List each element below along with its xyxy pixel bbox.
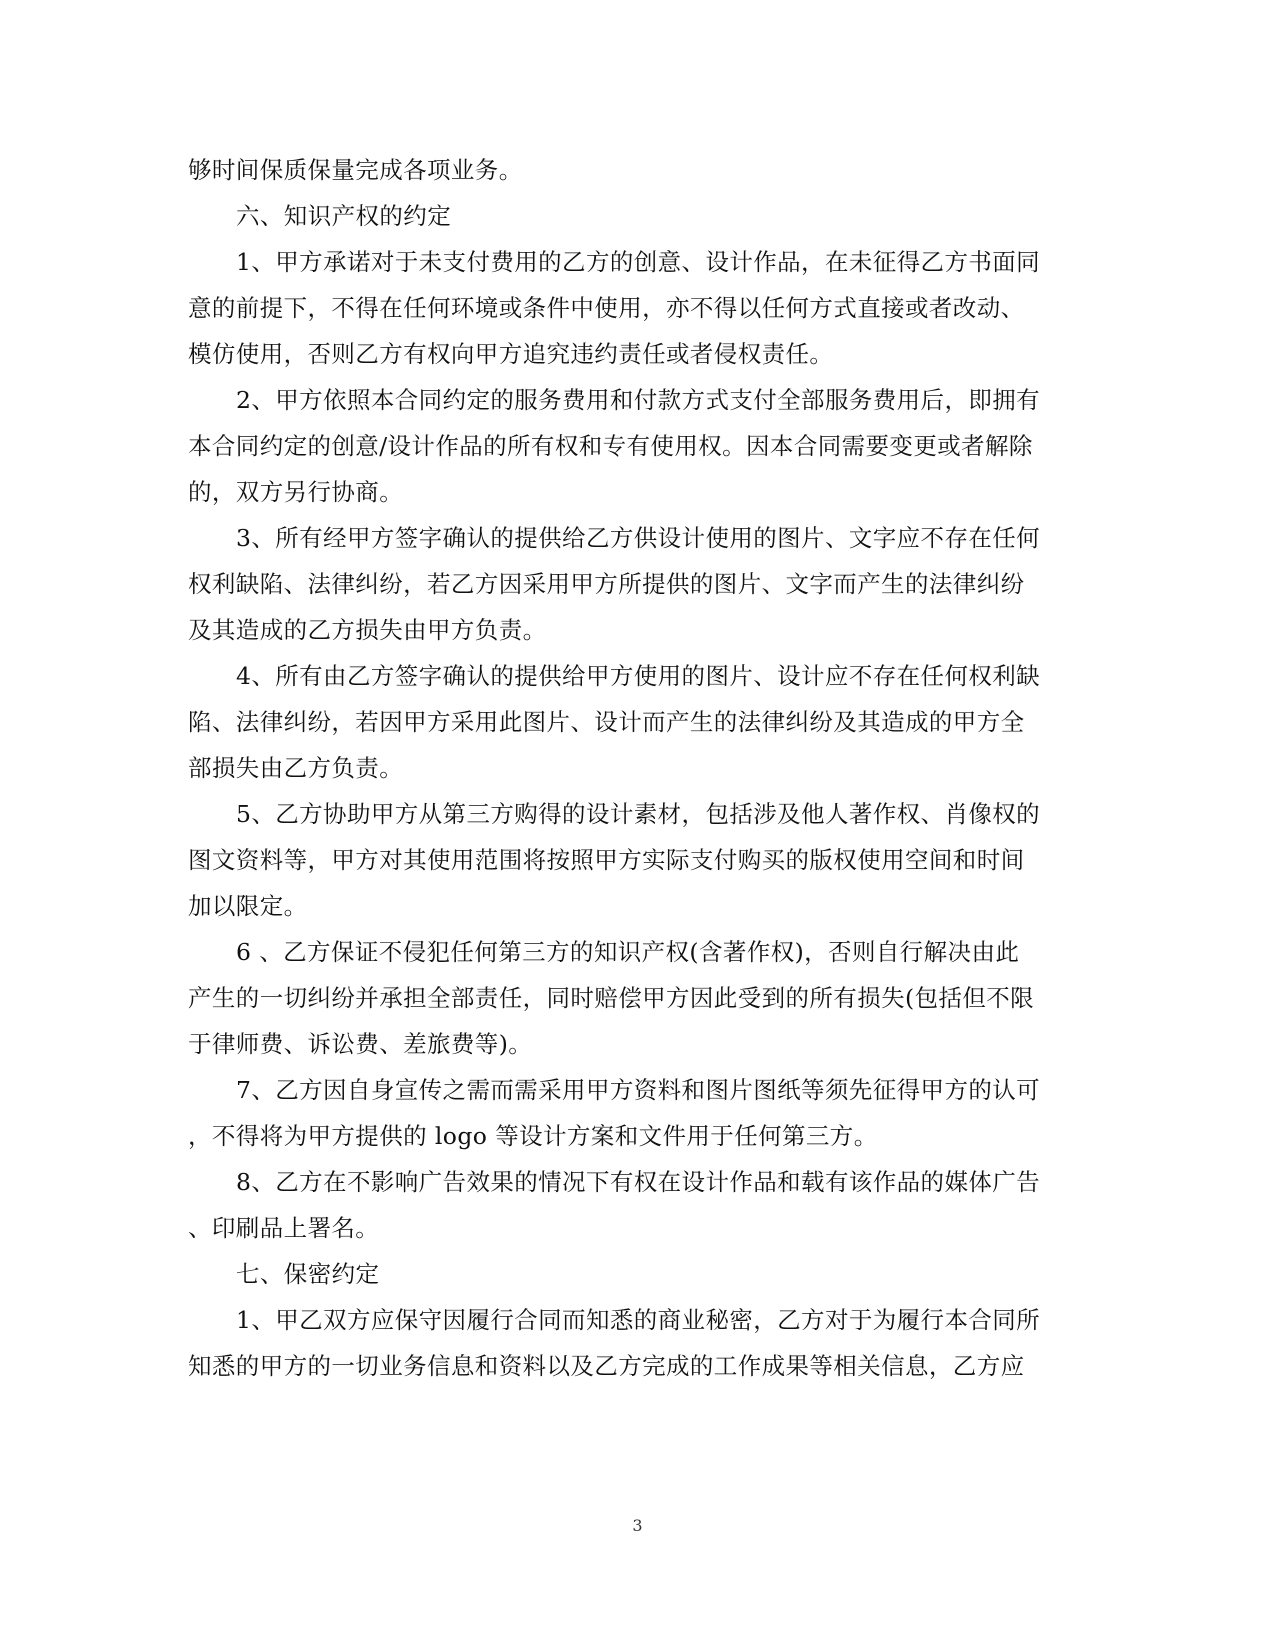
paragraph-line: 图文资料等，甲方对其使用范围将按照甲方实际支付购买的版权使用空间和时间 [188, 846, 1025, 874]
paragraph-line: 陷、法律纠纷，若因甲方采用此图片、设计而产生的法律纠纷及其造成的甲方全 [188, 708, 1025, 736]
paragraph-line: 1、甲方承诺对于未支付费用的乙方的创意、设计作品，在未征得乙方书面同 [236, 248, 1041, 276]
paragraph-line: 够时间保质保量完成各项业务。 [188, 156, 523, 184]
paragraph-line: 模仿使用，否则乙方有权向甲方追究违约责任或者侵权责任。 [188, 340, 834, 368]
paragraph-line: 6 、乙方保证不侵犯任何第三方的知识产权(含著作权)，否则自行解决由此 [236, 938, 1020, 966]
paragraph-line: 5、乙方协助甲方从第三方购得的设计素材，包括涉及他人著作权、肖像权的 [236, 800, 1041, 828]
paragraph-line: 4、所有由乙方签字确认的提供给甲方使用的图片、设计应不存在任何权利缺 [236, 662, 1041, 690]
paragraph-line: 加以限定。 [188, 892, 308, 920]
paragraph-line: 3、所有经甲方签字确认的提供给乙方供设计使用的图片、文字应不存在任何 [236, 524, 1041, 552]
paragraph-line: 产生的一切纠纷并承担全部责任，同时赔偿甲方因此受到的所有损失(包括但不限 [188, 984, 1035, 1012]
paragraph-line: 7、乙方因自身宣传之需而需采用甲方资料和图片图纸等须先征得甲方的认可 [236, 1076, 1041, 1104]
paragraph-line: 本合同约定的创意/设计作品的所有权和专有使用权。因本合同需要变更或者解除 [188, 432, 1033, 460]
paragraph-line: 及其造成的乙方损失由甲方负责。 [188, 616, 547, 644]
paragraph-line: 2、甲方依照本合同约定的服务费用和付款方式支付全部服务费用后，即拥有 [236, 386, 1041, 414]
page-number: 3 [632, 1516, 643, 1535]
paragraph-line: 、印刷品上署名。 [188, 1214, 380, 1242]
section-heading-6: 六、知识产权的约定 [236, 202, 452, 230]
paragraph-line: 权利缺陷、法律纠纷，若乙方因采用甲方所提供的图片、文字而产生的法律纠纷 [188, 570, 1025, 598]
paragraph-line: 1、甲乙双方应保守因履行合同而知悉的商业秘密，乙方对于为履行本合同所 [236, 1306, 1041, 1334]
paragraph-line: ，不得将为甲方提供的 logo 等设计方案和文件用于任何第三方。 [188, 1122, 878, 1150]
paragraph-line: 部损失由乙方负责。 [188, 754, 404, 782]
paragraph-line: 于律师费、诉讼费、差旅费等)。 [188, 1030, 533, 1058]
paragraph-line: 的，双方另行协商。 [188, 478, 404, 506]
paragraph-line: 知悉的甲方的一切业务信息和资料以及乙方完成的工作成果等相关信息，乙方应 [188, 1352, 1025, 1380]
paragraph-line: 8、乙方在不影响广告效果的情况下有权在设计作品和载有该作品的媒体广告 [236, 1168, 1041, 1196]
section-heading-7: 七、保密约定 [236, 1260, 380, 1288]
paragraph-line: 意的前提下，不得在任何环境或条件中使用，亦不得以任何方式直接或者改动、 [188, 294, 1025, 322]
